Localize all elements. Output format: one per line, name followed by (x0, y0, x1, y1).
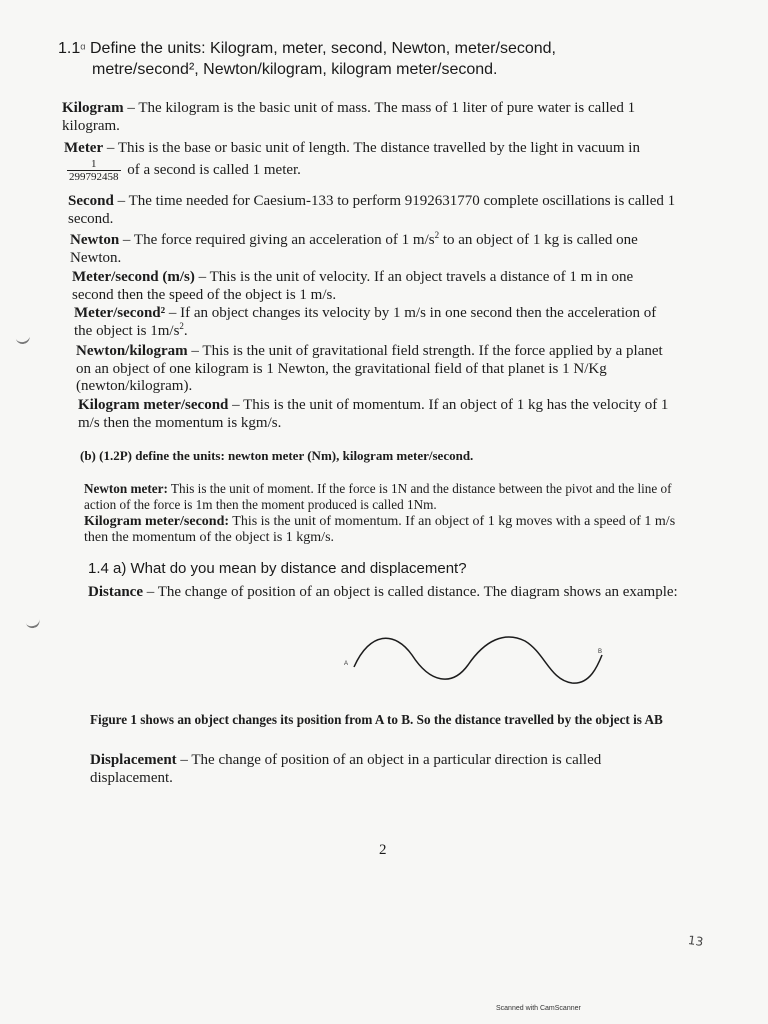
term-kilogram-meter-per-second: Kilogram meter/second (78, 397, 229, 413)
figure-caption: Figure 1 shows an object changes its position from A to B. So the distance travelled by the object is AB (90, 712, 663, 727)
text-newton-per-kilogram: – This is the unit of gravitational field strength. If the force applied by a planet on an object of one kilogram is 1 Newton, the gravitational field of that planet is 1 N/Kg (newton/kilogram). (76, 343, 663, 394)
term-kilogram: Kilogram (62, 100, 124, 116)
page-number: 2 (379, 842, 387, 858)
text-kilogram-meter-per-second: – This is the unit of momentum. If an object of 1 kg has the velocity of 1 m/s then the momentum is kgm/s. (78, 397, 669, 431)
fraction (67, 158, 121, 183)
definition-newton (70, 232, 678, 267)
text-meter-before: – This is the base or basic unit of length. The distance travelled by the light in vacuum in (103, 140, 640, 156)
definition-newton-per-kilogram (76, 343, 678, 396)
question-number: 1.1 (58, 40, 81, 57)
term-meter-per-second-squared: Meter/second² (74, 305, 166, 321)
definition-kilogram-meter-per-second (78, 397, 678, 432)
superscript: 2 (434, 230, 440, 240)
superscript: 2 (179, 320, 184, 331)
newton-meter-definition (84, 481, 680, 512)
term-second: Second (68, 193, 114, 209)
text-kgms: This is the unit of momentum. If an object of 1 kg moves with a speed of 1 m/s then the momentum of the object is 1 kgm/s. (84, 514, 676, 545)
point-a-label: A (344, 661, 349, 667)
distance-definition (88, 584, 678, 602)
question-1-4-heading: 1.4 a) What do you mean by distance and displacement? (88, 560, 467, 577)
definition-meter-per-second-squared (74, 305, 678, 340)
kgms-definition (84, 514, 680, 545)
term-newton-per-kilogram: Newton/kilogram (76, 343, 188, 359)
text-newton-before: – The force required giving an acceleration of 1 m/s (119, 232, 435, 248)
fraction-denominator: 299792458 (69, 170, 119, 183)
text-meter-per-second: – This is the unit of velocity. If an object travels a distance of 1 m in one second then the speed of the object is 1 m/s. (72, 269, 634, 303)
term-meter-per-second: Meter/second (m/s) (72, 269, 195, 285)
heading-line-1-text: Define the units: Kilogram, meter, second, Newton, meter/second, (89, 40, 556, 57)
term-newton-meter: Newton meter: (84, 481, 168, 496)
term-displacement: Displacement (90, 752, 177, 768)
text-displacement: – The change of position of an object in a particular direction is called displacement. (90, 752, 602, 786)
text-msq-after: . (183, 322, 188, 339)
question-1-1-heading (58, 38, 698, 80)
text-kilogram: – The kilogram is the basic unit of mass. The mass of 1 liter of pure water is called 1 kilogram. (62, 100, 636, 134)
text-second: – The time needed for Caesium-133 to perform 9192631770 complete oscillations is called 1 second. (68, 193, 676, 227)
handwritten-page-number: 13 (687, 933, 705, 949)
term-newton: Newton (70, 232, 120, 248)
definition-second (68, 193, 678, 228)
text-msq-before: – If an object changes its velocity by 1 m/s in one second then the acceleration of the object is 1m/s (74, 305, 657, 339)
term-kgms: Kilogram meter/second: (84, 514, 230, 529)
definition-meter-per-second (72, 269, 678, 304)
heading-line-2-text: metre/second², Newton/kilogram, kilogram meter/second. (92, 61, 498, 78)
text-newton-meter: This is the unit of moment. If the force is 1N and the distance between the pivot and the line of action of the force is 1m then the moment produced is called 1Nm. (84, 481, 672, 512)
question-b-heading: (b) (1.2P) define the units: newton meter (Nm), kilogram meter/second. (80, 448, 474, 463)
definition-kilogram (62, 100, 678, 135)
text-meter-after: of a second is called 1 meter. (127, 161, 301, 178)
wave-path-diagram (340, 625, 620, 695)
text-distance: – The change of position of an object is called distance. The diagram shows an example: (143, 584, 678, 600)
margin-mark-2 (25, 616, 41, 629)
text-newton-after: to an object of 1 kg is called one Newton. (70, 232, 638, 266)
heading-line-2 (58, 59, 698, 80)
term-meter: Meter (64, 140, 104, 156)
scanner-footer: Scanned with CamScanner (496, 1005, 581, 1012)
tick-mark: ᵅ (80, 40, 86, 56)
definition-meter (64, 140, 678, 183)
fraction-numerator: 1 (67, 158, 121, 171)
heading-line-1 (58, 38, 698, 59)
margin-mark-1 (15, 333, 31, 345)
point-b-label: B (598, 649, 603, 655)
distance-figure (340, 625, 620, 695)
term-distance: Distance (88, 584, 143, 600)
wave-path (354, 637, 602, 683)
displacement-definition (90, 752, 678, 787)
